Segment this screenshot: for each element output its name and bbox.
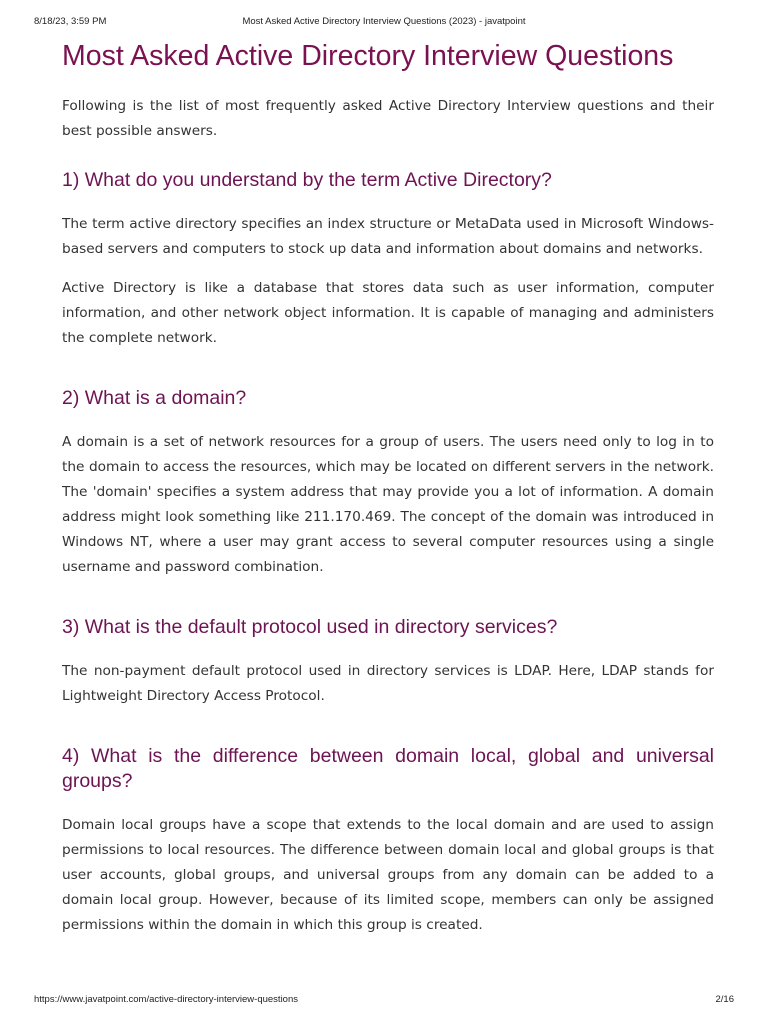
article-content xyxy=(62,38,714,952)
intro-paragraph: Following is the list of most frequently asked Active Directory Interview questions and their best possible answers. xyxy=(62,98,714,139)
section-gap xyxy=(62,594,714,615)
question-1-answer-1: The term active directory specifies an index structure or MetaData used in Microsoft Windows-based servers and computers to stock up data and information about domains and networks. xyxy=(62,216,714,257)
print-footer xyxy=(34,994,734,1008)
question-1-answer-2: Active Directory is like a database that stores data such as user information, computer information, and other network object information. It is capable of managing and administers the complete network. xyxy=(62,280,714,346)
question-1-heading: 1) What do you understand by the term Active Directory? xyxy=(62,169,552,191)
section-gap xyxy=(62,365,714,386)
print-url: https://www.javatpoint.com/active-directory-interview-questions xyxy=(34,994,298,1005)
page-title: Most Asked Active Directory Interview Questions xyxy=(62,40,674,72)
print-doc-title: Most Asked Active Directory Interview Questions (2023) - javatpoint xyxy=(242,16,526,27)
question-3-heading: 3) What is the default protocol used in directory services? xyxy=(62,616,558,638)
question-4 xyxy=(62,744,714,938)
question-1 xyxy=(62,168,714,351)
question-3 xyxy=(62,615,714,709)
question-3-answer-1: The non-payment default protocol used in directory services is LDAP. Here, LDAP stands for Lightweight Directory Access Protocol. xyxy=(62,663,714,704)
question-4-answer-1: Domain local groups have a scope that extends to the local domain and are used to assign permissions to local resources. The difference between domain local and global groups is that user accounts, global groups, and universal groups from any domain can be added to a domain local group. However, because of its limited scope, members can only be assigned permissions within the domain in which this group is created. xyxy=(62,817,714,933)
question-2 xyxy=(62,386,714,580)
page-number: 2/16 xyxy=(715,994,734,1005)
section-gap xyxy=(62,723,714,744)
question-4-heading: 4) What is the difference between domain local, global and universal groups? xyxy=(62,745,714,792)
print-date: 8/18/23, 3:59 PM xyxy=(34,16,107,27)
question-2-heading: 2) What is a domain? xyxy=(62,387,247,409)
print-header xyxy=(34,16,734,30)
question-2-answer-1: A domain is a set of network resources for a group of users. The users need only to log in to the domain to access the resources, which may be located on different servers in the network. The 'domain' specifies a system address that may provide you a lot of information. A domain address might look something like 211.170.469. The concept of the domain was introduced in Windows NT, where a user may grant access to several computer resources using a single username and password combination. xyxy=(62,434,714,575)
